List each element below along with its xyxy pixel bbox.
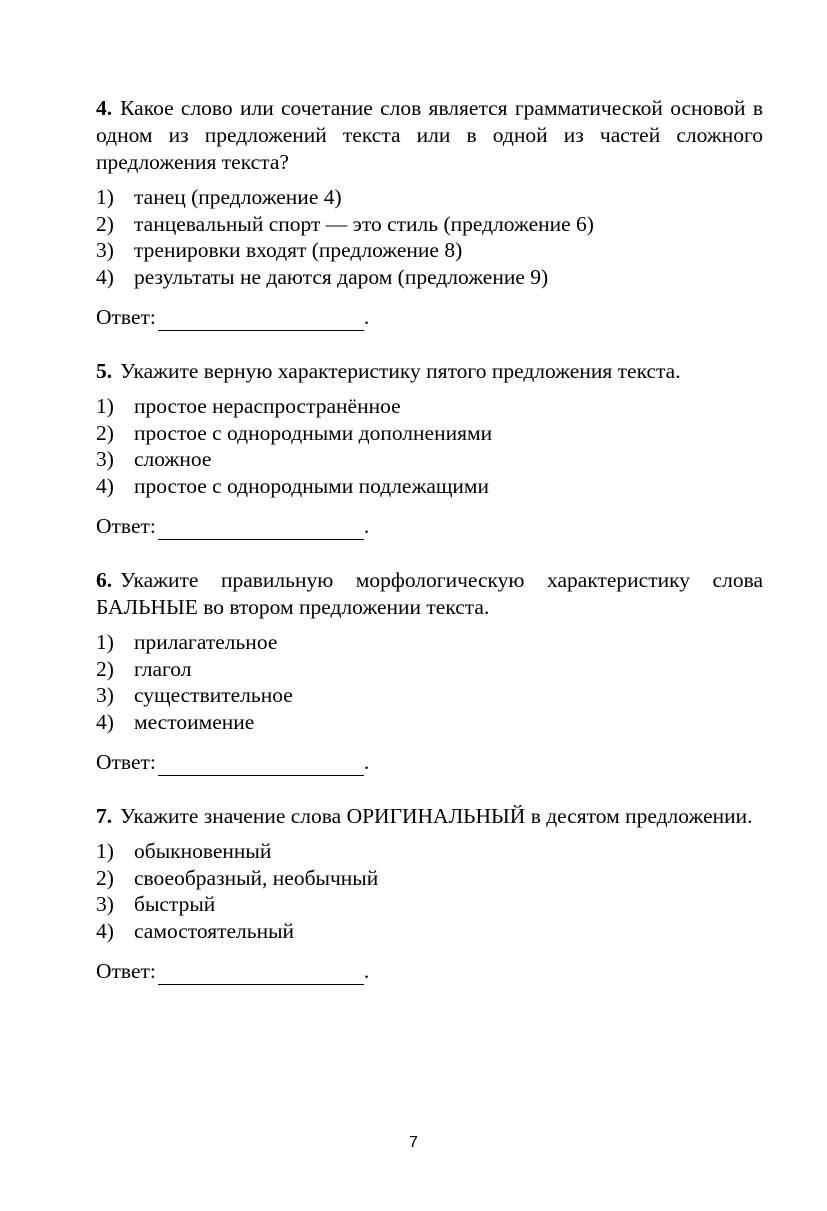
option-number: 2) — [96, 865, 114, 890]
option-number: 4) — [96, 264, 114, 289]
question-number: 7. — [96, 804, 113, 828]
option-number: 2) — [96, 211, 114, 236]
option-item — [96, 656, 763, 683]
question-number: 5. — [96, 359, 113, 383]
option-item — [96, 237, 763, 264]
option-text: сложное — [134, 447, 212, 471]
question-number: 4. — [96, 96, 113, 120]
option-item — [96, 393, 763, 420]
option-number: 2) — [96, 656, 114, 681]
options-list — [96, 393, 763, 499]
option-text: танцевальный спорт — это стиль (предложение 6) — [134, 211, 594, 236]
option-item — [96, 838, 763, 865]
answer-blank[interactable] — [158, 755, 364, 776]
option-text: результаты не даются даром (предложение 9) — [134, 264, 549, 289]
option-number: 4) — [96, 709, 114, 734]
option-number: 4) — [96, 918, 114, 943]
answer-label: Ответ: — [96, 305, 156, 329]
question-7 — [96, 803, 763, 985]
option-text: местоимение — [134, 709, 255, 734]
option-item — [96, 629, 763, 656]
option-text: быстрый — [134, 892, 216, 916]
option-item — [96, 918, 763, 945]
option-text: тренировки входят (предложение 8) — [134, 238, 463, 262]
option-number: 3) — [96, 238, 114, 262]
option-text: обыкновенный — [134, 839, 272, 863]
option-text: самостоятельный — [134, 918, 295, 943]
options-list — [96, 838, 763, 944]
option-number: 1) — [96, 839, 114, 863]
question-body: Укажите верную характеристику пятого предложения текста. — [120, 359, 681, 383]
option-number: 2) — [96, 420, 114, 445]
answer-blank[interactable] — [158, 519, 364, 540]
answer-row — [96, 958, 763, 985]
question-4 — [96, 95, 763, 331]
option-text: существительное — [134, 683, 293, 707]
answer-blank[interactable] — [158, 310, 364, 331]
option-item — [96, 446, 763, 473]
option-number: 3) — [96, 447, 114, 471]
answer-row — [96, 513, 763, 540]
answer-blank[interactable] — [158, 964, 364, 985]
option-item — [96, 420, 763, 447]
option-text: своеобразный, необычный — [134, 865, 379, 890]
answer-period: . — [363, 750, 370, 774]
question-number: 6. — [96, 568, 113, 592]
option-item — [96, 264, 763, 291]
question-text — [96, 803, 763, 830]
options-list — [96, 184, 763, 290]
option-item — [96, 473, 763, 500]
option-item — [96, 211, 763, 238]
question-5 — [96, 358, 763, 540]
option-number: 4) — [96, 473, 114, 498]
option-item — [96, 891, 763, 918]
question-6 — [96, 567, 763, 776]
answer-label: Ответ: — [96, 959, 156, 983]
option-number: 3) — [96, 892, 114, 916]
question-body: Укажите правильную морфологическую характеристику слова БАЛЬНЫЕ во втором предложении текста. — [96, 568, 763, 619]
question-text — [96, 567, 763, 621]
question-text — [96, 95, 763, 176]
answer-label: Ответ: — [96, 750, 156, 774]
option-text: простое с однородными подлежащими — [134, 473, 490, 498]
option-text: простое с однородными дополнениями — [134, 420, 493, 445]
option-item — [96, 184, 763, 211]
page-number: 7 — [409, 1134, 418, 1151]
option-text: танец (предложение 4) — [134, 185, 342, 209]
answer-period: . — [363, 959, 370, 983]
option-text: глагол — [134, 656, 192, 681]
option-text: прилагательное — [134, 630, 278, 654]
answer-period: . — [363, 305, 370, 329]
option-item — [96, 682, 763, 709]
option-number: 3) — [96, 683, 114, 707]
option-text: простое нераспространённое — [134, 394, 401, 418]
question-text — [96, 358, 763, 385]
answer-row — [96, 304, 763, 331]
question-body: Какое слово или сочетание слов является грамматической основой в одном из предложений текста или в одной из частей сложного предложения текста? — [96, 96, 763, 174]
answer-row — [96, 749, 763, 776]
option-number: 1) — [96, 185, 114, 209]
question-body: Укажите значение слова ОРИГИНАЛЬНЫЙ в десятом предложении. — [120, 804, 753, 828]
option-item — [96, 709, 763, 736]
answer-period: . — [363, 514, 370, 538]
answer-label: Ответ: — [96, 514, 156, 538]
option-item — [96, 865, 763, 892]
option-number: 1) — [96, 394, 114, 418]
option-number: 1) — [96, 630, 114, 654]
options-list — [96, 629, 763, 735]
